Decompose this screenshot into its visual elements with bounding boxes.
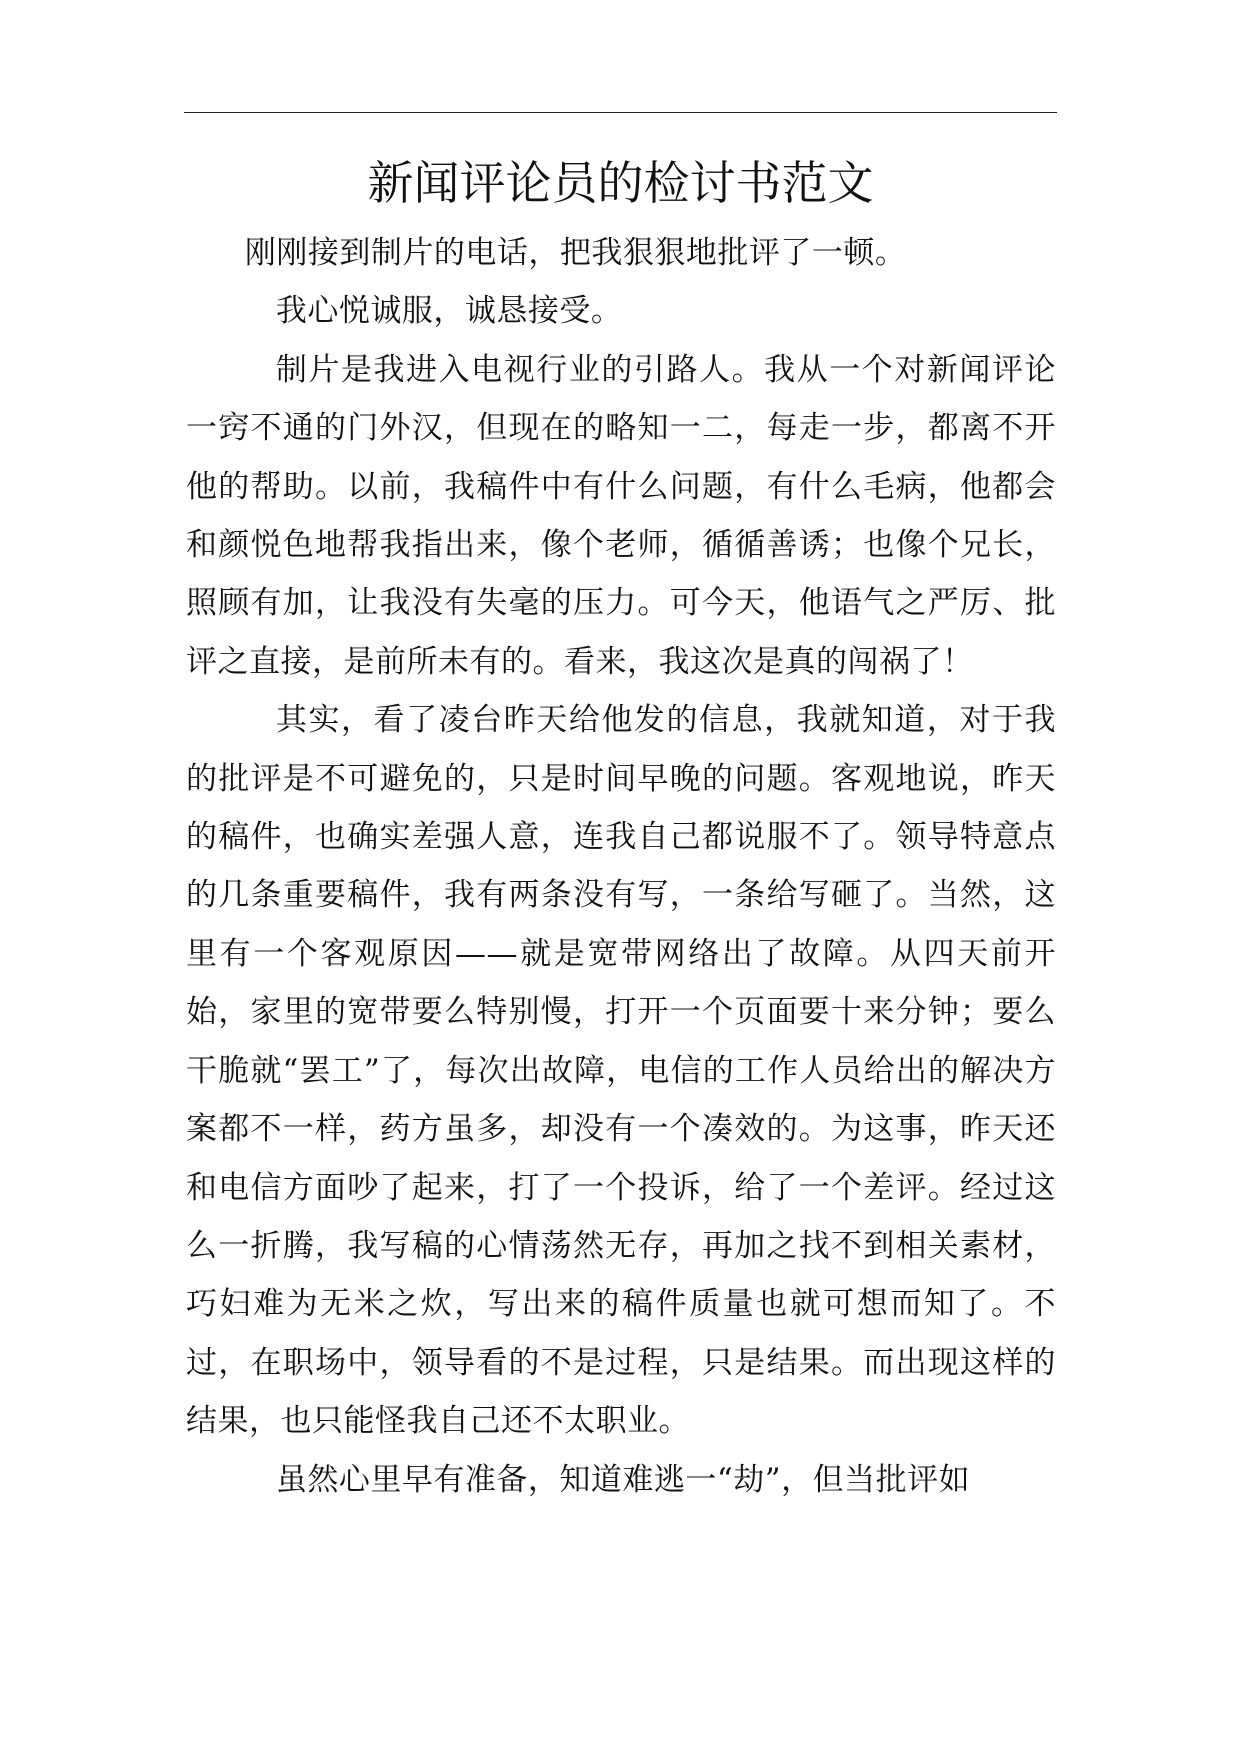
paragraph-5: 虽然心里早有准备，知道难逃一“劫”，但当批评如 bbox=[275, 1461, 971, 1498]
document-body bbox=[186, 224, 1056, 1509]
paragraph-3: 制片是我进入电视行业的引路人。我从一个对新闻评论一窍不通的门外汉，但现在的略知一二，每走一步，都离不开他的帮助。以前，我稿件中有什么问题，有什么毛病，他都会和颜悦色地帮我指出来，像个老师，循循善诱；也像个兄长，照顾有加，让我没有失毫的压力。可今天，他语气之严厉、批评之直接，是前所未有的。看来，我这次是真的闯祸了！ bbox=[186, 351, 1056, 680]
header-rule bbox=[184, 112, 1057, 113]
paragraph-2: 我心悦诚服，诚恳接受。 bbox=[275, 293, 623, 330]
paragraph-1: 刚刚接到制片的电话，把我狠狠地批评了一顿。 bbox=[244, 235, 907, 271]
document-title: 新闻评论员的检讨书范文 bbox=[367, 156, 874, 210]
paragraph-4: 其实，看了凌台昨天给他发的信息，我就知道，对于我的批评是不可避免的，只是时间早晚的问题。客观地说，昨天的稿件，也确实差强人意，连我自己都说服不了。领导特意点的几条重要稿件，我有两条没有写，一条给写砸了。当然，这里有一个客观原因——就是宽带网络出了故障。从四天前开始，家里的宽带要么特别慢，打开一个页面要十来分钟；要么干脆就“罢工”了，每次出故障，电信的工作人员给出的解决方案都不一样，药方虽多，却没有一个凑效的。为这事，昨天还和电信方面吵了起来，打了一个投诉，给了一个差评。经过这么一折腾，我写稿的心情荡然无存，再加之找不到相关素材，巧妇难为无米之炊，写出来的稿件质量也就可想而知了。不过，在职场中，领导看的不是过程，只是结果。而出现这样的结果，也只能怪我自己还不太职业。 bbox=[186, 702, 1056, 1440]
